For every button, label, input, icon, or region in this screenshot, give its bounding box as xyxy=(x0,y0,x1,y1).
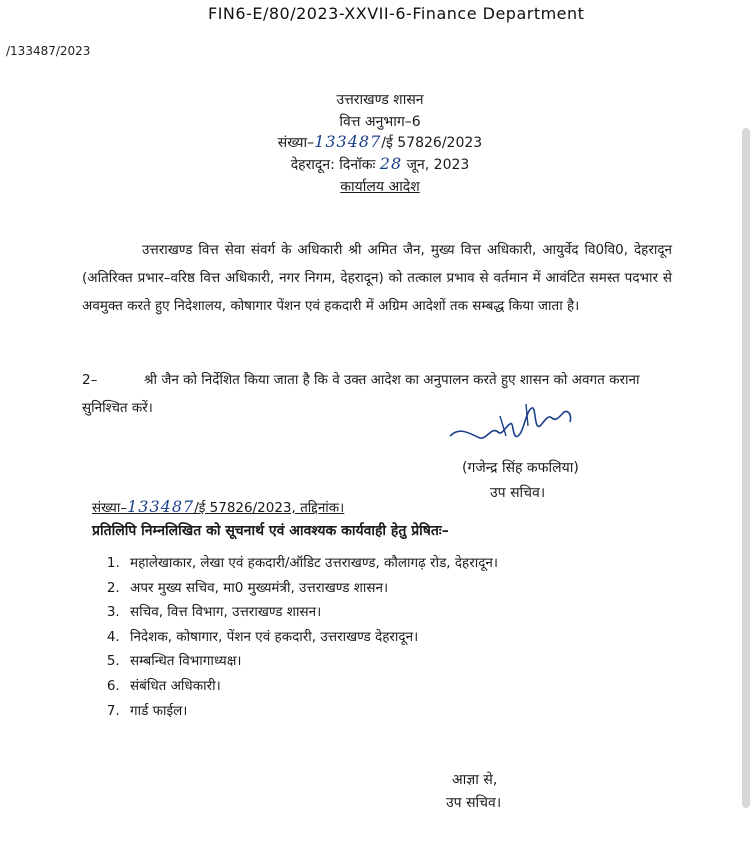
recipient-item: 5. सम्बन्धित विभागाध्यक्ष। xyxy=(124,649,498,674)
signatory-post: उप सचिव। xyxy=(490,485,546,501)
recipient-item: 2. अपर मुख्य सचिव, मा0 मुख्यमंत्री, उत्तराखण्ड शासन। xyxy=(124,576,498,601)
paragraph-2-number: 2– xyxy=(82,372,98,388)
by-order-text: आज्ञा से, xyxy=(452,772,498,788)
file-reference: FIN6-E/80/2023-XXVII-6-Finance Department xyxy=(208,4,585,23)
copy-number-label: संख्या– xyxy=(92,500,128,516)
copy-heading: प्रतिलिपि निम्नलिखित को सूचनार्थ एवं आवश्यक कार्यवाही हेतु प्रेषितः– xyxy=(92,523,449,539)
paragraph-1 xyxy=(82,236,672,320)
order-title: कार्यालय आदेश xyxy=(340,179,420,195)
government-heading: उत्तराखण्ड शासन xyxy=(336,92,424,108)
recipient-item: 7. गार्ड फाईल। xyxy=(124,699,498,724)
number-suffix: /ई 57826/2023 xyxy=(381,135,483,151)
copy-number-suffix: /ई 57826/2023, तद्दिनांक। xyxy=(194,500,345,516)
signature xyxy=(440,396,590,456)
paragraph-1-text: उत्तराखण्ड वित्त सेवा संवर्ग के अधिकारी श्री अमित जैन, मुख्य वित्त अधिकारी, आयुर्वेद वि0वि0, देहरादून (अतिरिक्त प्रभार–वरिष्ठ वित्त अधिकारी, नगर निगम, देहरादून) को तत्काल प्रभाव से वर्तमान में आवंटित समस्त पदभार से अवमुक्त करते हुए निदेशालय, कोषागार पेंशन एवं हकदारी में अग्रिम आदेशों तक सम्बद्ध किया जाता है। xyxy=(82,242,672,314)
recipient-item: 4. निदेशक, कोषागार, पेंशन एवं हकदारी, उत्तराखण्ड देहरादून। xyxy=(124,625,498,650)
recipient-item: 1. महालेखाकार, लेखा एवं हकदारी/ऑडिट उत्तराखण्ड, कौलागढ़ रोड, देहरादून। xyxy=(124,551,498,576)
copy-number-line xyxy=(92,497,344,516)
section-heading: वित्त अनुभाग–6 xyxy=(339,114,421,130)
copy-handwritten-number: 133487 xyxy=(127,497,195,516)
corner-number: /133487/2023 xyxy=(6,44,91,58)
recipient-item: 3. सचिव, वित्त विभाग, उत्तराखण्ड शासन। xyxy=(124,600,498,625)
scrollbar[interactable] xyxy=(742,128,750,808)
recipient-item: 6. संबंधित अधिकारी। xyxy=(124,674,498,699)
paragraph-2-text: श्री जैन को निर्देशित किया जाता है कि वे उक्त आदेश का अनुपालन करते हुए शासन को अवगत कराना सुनिश्चित करें। xyxy=(82,372,640,416)
recipient-list xyxy=(100,551,498,723)
closing-post: उप सचिव। xyxy=(446,795,502,811)
signatory-name: (गजेन्द्र सिंह कफलिया) xyxy=(462,460,579,476)
number-label: संख्या– xyxy=(277,135,315,151)
handwritten-date: 28 xyxy=(379,154,403,173)
date-suffix: जून, 2023 xyxy=(406,157,470,173)
date-line xyxy=(250,154,510,174)
order-number-line xyxy=(250,132,510,152)
handwritten-number: 133487 xyxy=(314,132,382,151)
date-label: देहरादून: दिनॉकः xyxy=(290,157,376,173)
